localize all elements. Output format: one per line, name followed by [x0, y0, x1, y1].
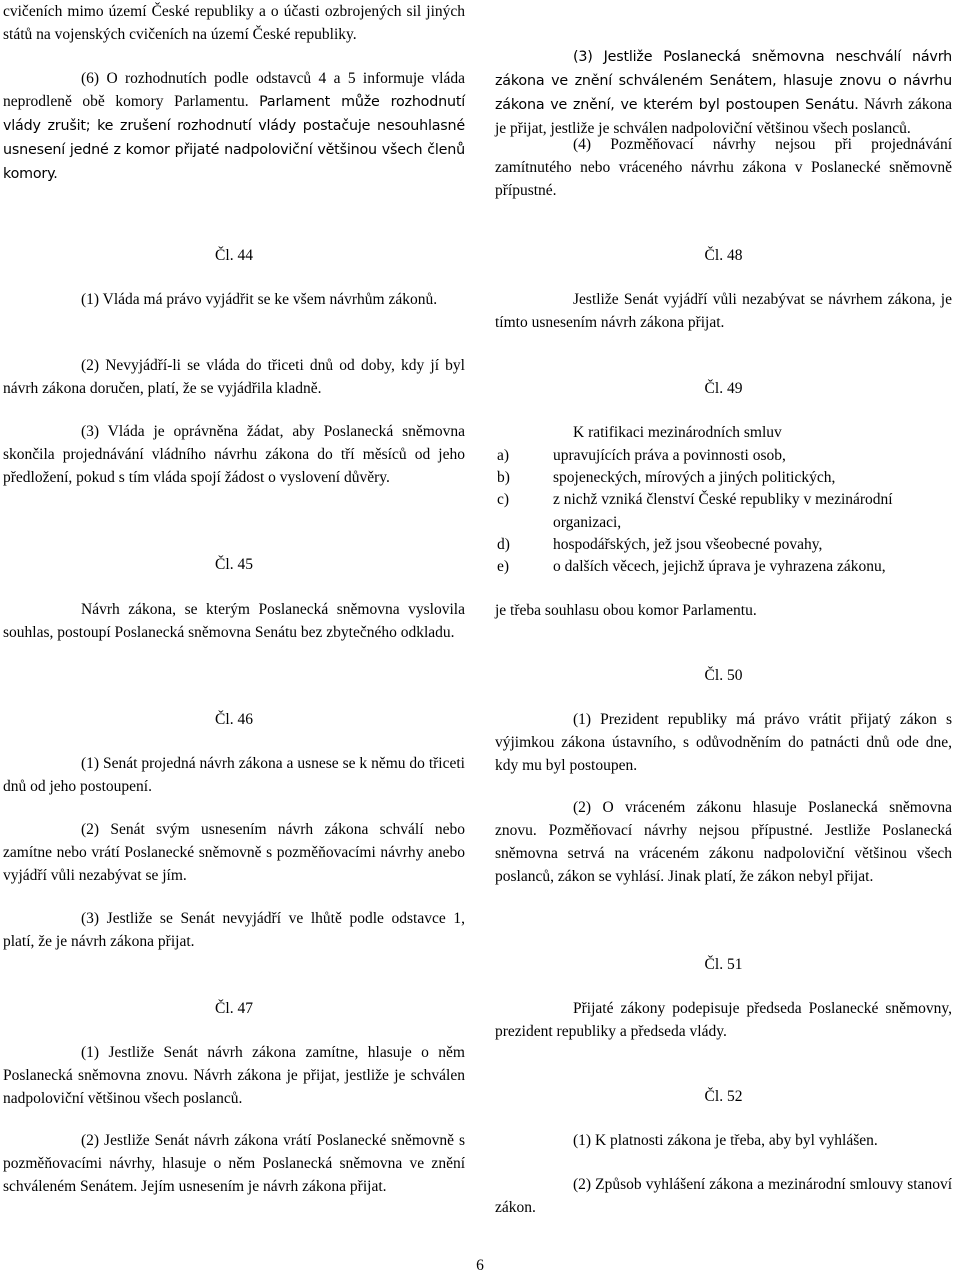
paragraph: (3) Vláda je oprávněna žádat, aby Poslanecká sněmovna skončila projednávání vládního návrhu zákona do tří měsíců od jeho předložení, pokud s tím vláda spojí žádost o vyslovení důvěry. — [3, 423, 465, 486]
article-heading: Čl. 48 — [704, 247, 743, 264]
paragraph: (1) Prezident republiky má právo vrátit přijatý zákon s výjimkou zákona ústavního, s odůvodněním do patnácti dnů ode dne, kdy mu byl postoupen. — [495, 711, 952, 774]
paragraph: (2) Nevyjádří-li se vláda do třiceti dnů od doby, kdy jí byl návrh zákona doručen, platí, že se vyjádřila kladně. — [3, 357, 465, 397]
list-item-text: spojeneckých, mírových a jiných politických, — [553, 469, 836, 486]
article-heading: Čl. 52 — [704, 1088, 743, 1105]
list-item-letter: e) — [497, 558, 510, 575]
paragraph: (4) Pozměňovací návrhy nejsou při projednávání zamítnutého nebo vráceného návrhu zákona v Poslanecké sněmovně přípustné. — [495, 136, 952, 199]
paragraph — [3, 67, 465, 186]
article-heading: Čl. 47 — [215, 1000, 253, 1017]
article-heading: Čl. 46 — [215, 711, 253, 728]
list-item-letter: a) — [497, 447, 510, 464]
paragraph: (1) Vláda má právo vyjádřit se ke všem návrhům zákonů. — [81, 291, 438, 308]
list-item-text: z nichž vzniká členství České republiky v mezinárodní organizaci, — [553, 491, 893, 531]
paragraph: cvičeních mimo území České republiky a o účasti ozbrojených sil jiných států na vojenských cvičeních na území České republiky. — [3, 3, 465, 43]
article-heading: Čl. 44 — [215, 247, 253, 264]
paragraph: (3) Jestliže se Senát nevyjádří ve lhůtě podle odstavce 1, platí, že je návrh zákona přijat. — [3, 910, 465, 950]
list-outro: je třeba souhlasu obou komor Parlamentu. — [495, 602, 757, 619]
list-item-letter: b) — [497, 469, 510, 486]
article-heading: Čl. 49 — [704, 380, 743, 397]
list-intro: K ratifikaci mezinárodních smluv — [573, 424, 782, 441]
article-heading: Čl. 45 — [215, 556, 253, 573]
paragraph-part: (3) Jestliže Poslanecká sněmovna neschválí návrh zákona ve znění schváleném Senátem, hlasuje znovu o návrhu zákona ve znění, ve kterém byl postoupen Senátu. — [495, 49, 952, 113]
paragraph — [495, 45, 952, 140]
list-item-text: o dalších věcech, jejichž úprava je vyhrazena zákonu, — [553, 558, 886, 575]
article-heading: Čl. 51 — [704, 956, 743, 973]
list-item-letter: c) — [497, 491, 510, 508]
paragraph-part: Parlament může rozhodnutí vlády zrušit; ke zrušení rozhodnutí vlády postačuje nesouhlasné usnesení jedné z komor přijaté nadpoloviční většinou všech členů komory. — [3, 94, 466, 182]
page-number: 6 — [476, 1257, 484, 1274]
list-item-letter: d) — [497, 536, 510, 553]
article-heading: Čl. 50 — [704, 667, 743, 684]
list-item-text: upravujících práva a povinnosti osob, — [553, 447, 786, 464]
paragraph: (1) Senát projedná návrh zákona a usnese se k němu do třiceti dnů od jeho postoupení. — [3, 755, 465, 795]
list-item-text: hospodářských, jež jsou všeobecné povahy, — [553, 536, 823, 553]
paragraph: Přijaté zákony podepisuje předseda Poslanecké sněmovny, prezident republiky a předseda vlády. — [495, 1000, 952, 1040]
paragraph: (2) Senát svým usnesením návrh zákona schválí nebo zamítne nebo vrátí Poslanecké sněmovně s pozměňovacími návrhy anebo vyjádří vůli nezabývat se jím. — [3, 821, 465, 884]
paragraph: (2) Způsob vyhlášení zákona a mezinárodní smlouvy stanoví zákon. — [495, 1176, 952, 1216]
paragraph: Jestliže Senát vyjádří vůli nezabývat se návrhem zákona, je tímto usnesením návrh zákona přijat. — [495, 291, 952, 331]
paragraph: (2) Jestliže Senát návrh zákona vrátí Poslanecké sněmovně s pozměňovacími návrhy, hlasuje o něm Poslanecká sněmovna ve znění schváleném Senátem. Jejím usnesením je návrh zákona přijat. — [3, 1132, 465, 1195]
paragraph: (2) O vráceném zákonu hlasuje Poslanecká sněmovna znovu. Pozměňovací návrhy nejsou přípustné. Jestliže Poslanecká sněmovna setrvá na vráceném zákonu nadpoloviční většinou všech poslanců, zákon se vyhlásí. Jinak platí, že zákon nebyl přijat. — [495, 799, 952, 885]
paragraph: Návrh zákona, se kterým Poslanecká sněmovna vyslovila souhlas, postoupí Poslanecká sněmovna Senátu bez zbytečného odkladu. — [3, 601, 465, 641]
paragraph: (1) K platnosti zákona je třeba, aby byl vyhlášen. — [573, 1132, 878, 1149]
paragraph-part: Návrh zákona je přijat, jestliže je schválen nadpoloviční většinou všech poslanců. — [495, 96, 952, 137]
paragraph: (1) Jestliže Senát návrh zákona zamítne, hlasuje o něm Poslanecká sněmovna znovu. Návrh zákona je přijat, jestliže je schválen nadpoloviční většinou všech poslanců. — [3, 1044, 465, 1107]
paragraph-part: (6) O rozhodnutích podle odstavců 4 a 5 informuje vláda neprodleně obě komory Parlamentu. — [3, 70, 465, 110]
